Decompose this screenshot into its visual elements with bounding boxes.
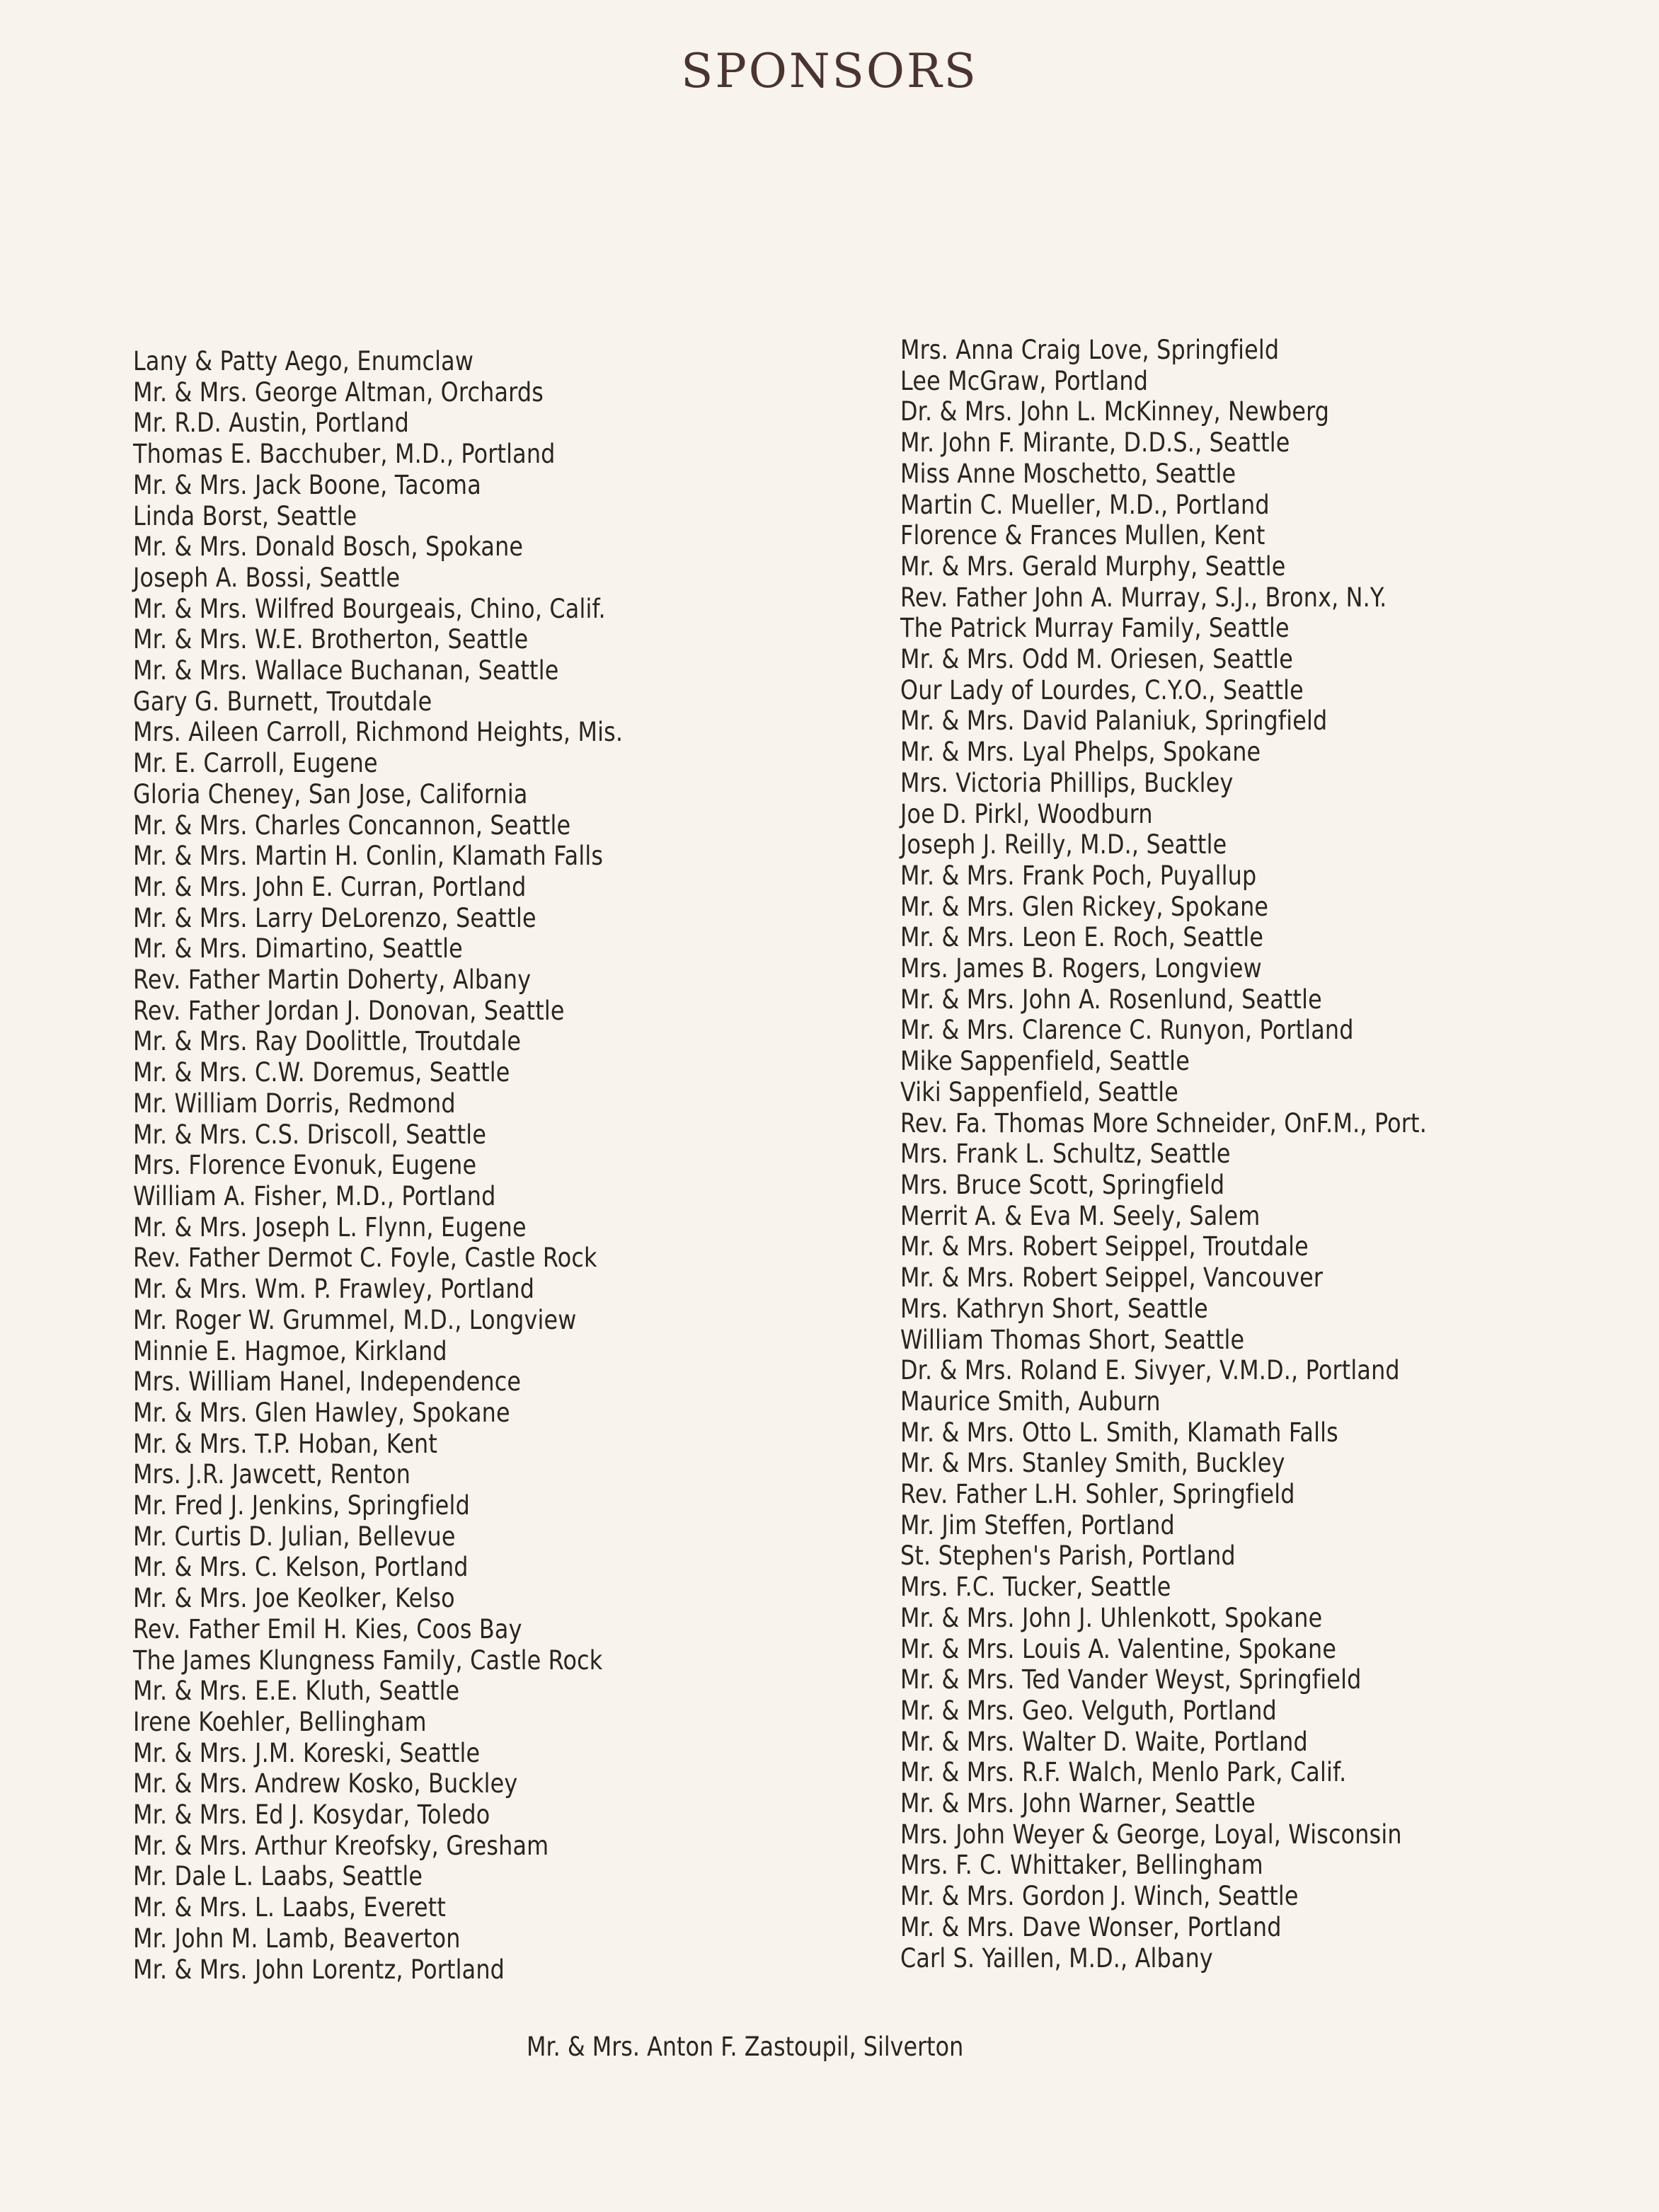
sponsor-entry: Mr. & Mrs. Leon E. Roch, Seattle <box>900 922 1264 953</box>
sponsor-entry: Mr. & Mrs. Ted Vander Weyst, Springfield <box>900 1664 1362 1695</box>
sponsor-entry: The James Klungness Family, Castle Rock <box>133 1644 603 1676</box>
sponsor-entry: Mr. & Mrs. Gerald Murphy, Seattle <box>900 551 1286 582</box>
sponsor-entry: Martin C. Mueller, M.D., Portland <box>900 489 1270 520</box>
sponsor-entry: Mr. & Mrs. Robert Seippel, Vancouver <box>900 1262 1324 1294</box>
sponsor-entry: Mr. & Mrs. Arthur Kreofsky, Gresham <box>133 1830 549 1861</box>
sponsor-entry: Mr. & Mrs. David Palaniuk, Springfield <box>900 705 1328 737</box>
sponsor-entry: Mr. & Mrs. Wm. P. Frawley, Portland <box>133 1274 535 1305</box>
sponsor-entry: Mr. & Mrs. Clarence C. Runyon, Portland <box>900 1015 1354 1046</box>
sponsor-footer-entry: Mr. & Mrs. Anton F. Zastoupil, Silverton <box>527 2032 964 2062</box>
sponsor-entry: Carl S. Yaillen, M.D., Albany <box>900 1942 1213 1974</box>
sponsor-entry: Minnie E. Hagmoe, Kirkland <box>133 1335 447 1366</box>
sponsor-entry: Joe D. Pirkl, Woodburn <box>900 798 1153 829</box>
sponsor-entry: Mr. & Mrs. Wilfred Bourgeais, Chino, Calif. <box>133 593 606 624</box>
sponsor-entry: Mr. & Mrs. Joseph L. Flynn, Eugene <box>133 1211 527 1243</box>
sponsor-entry: Mr. & Mrs. John E. Curran, Portland <box>133 871 527 902</box>
sponsor-entry: Florence & Frances Mullen, Kent <box>900 520 1265 551</box>
sponsor-entry: Mrs. Anna Craig Love, Springfield <box>900 335 1280 365</box>
sponsor-entry: Mr. & Mrs. Geo. Velguth, Portland <box>900 1695 1277 1726</box>
sponsor-entry: Mr. & Mrs. Robert Seippel, Troutdale <box>900 1231 1309 1262</box>
sponsor-entry: Mr. E. Carroll, Eugene <box>133 748 378 779</box>
sponsor-entry: Rev. Father Emil H. Kies, Coos Bay <box>133 1613 522 1644</box>
sponsor-entry: Thomas E. Bacchuber, M.D., Portland <box>133 439 556 470</box>
sponsor-entry: Mr. & Mrs. Larry DeLorenzo, Seattle <box>133 902 536 933</box>
sponsor-entry: Mrs. J.R. Jawcett, Renton <box>133 1459 411 1490</box>
sponsor-entry: Miss Anne Moschetto, Seattle <box>900 458 1236 489</box>
sponsor-entry: William Thomas Short, Seattle <box>900 1324 1245 1355</box>
sponsor-entry: Mr. & Mrs. Odd M. Oriesen, Seattle <box>900 644 1293 675</box>
sponsor-entry: Linda Borst, Seattle <box>133 500 357 531</box>
sponsor-entry: Gloria Cheney, San Jose, California <box>133 778 528 810</box>
sponsor-entry: Mr. & Mrs. C. Kelson, Portland <box>133 1552 469 1583</box>
sponsor-entry: Mr. & Mrs. W.E. Brotherton, Seattle <box>133 624 529 655</box>
sponsor-entry: Mr. & Mrs. Andrew Kosko, Buckley <box>133 1768 518 1799</box>
sponsor-entry: Gary G. Burnett, Troutdale <box>133 686 432 717</box>
sponsor-entry: Mr. & Mrs. Otto L. Smith, Klamath Falls <box>900 1417 1338 1448</box>
sponsor-entry: Irene Koehler, Bellingham <box>133 1706 427 1737</box>
sponsor-entry: Mrs. Bruce Scott, Springfield <box>900 1169 1225 1200</box>
sponsor-entry: Joseph A. Bossi, Seattle <box>133 562 401 593</box>
sponsor-entry: Mr. R.D. Austin, Portland <box>133 408 409 439</box>
sponsor-entry: Lee McGraw, Portland <box>900 365 1149 396</box>
sponsor-entry: Mr. & Mrs. Walter D. Waite, Portland <box>900 1726 1308 1757</box>
sponsor-entry: Mr. & Mrs. Frank Poch, Puyallup <box>900 860 1257 891</box>
sponsor-entry: Mr. & Mrs. John Warner, Seattle <box>900 1788 1256 1819</box>
sponsor-entry: Mr. Curtis D. Julian, Bellevue <box>133 1521 456 1552</box>
sponsor-entry: Mr. Fred J. Jenkins, Springfield <box>133 1490 470 1521</box>
sponsor-entry: Mr. & Mrs. Ed J. Kosydar, Toledo <box>133 1799 490 1831</box>
sponsor-entry: Mr. William Dorris, Redmond <box>133 1088 456 1119</box>
sponsor-entry: Rev. Father John A. Murray, S.J., Bronx, N.Y. <box>900 582 1387 613</box>
sponsor-entry: Mr. & Mrs. Lyal Phelps, Spokane <box>900 737 1261 768</box>
sponsor-list-right <box>900 335 1427 1974</box>
sponsor-entry: Mrs. William Hanel, Independence <box>133 1366 522 1398</box>
sponsor-entry: Dr. & Mrs. Roland E. Sivyer, V.M.D., Portland <box>900 1355 1400 1386</box>
sponsor-entry: Mr. & Mrs. C.S. Driscoll, Seattle <box>133 1119 487 1150</box>
sponsor-entry: Rev. Father Martin Doherty, Albany <box>133 964 532 996</box>
sponsor-entry: Mr. & Mrs. Joe Keolker, Kelso <box>133 1583 455 1614</box>
sponsor-entry: Rev. Father Jordan J. Donovan, Seattle <box>133 995 565 1026</box>
page-title: SPONSORS <box>681 44 978 98</box>
sponsor-entry: Mr. & Mrs. Charles Concannon, Seattle <box>133 810 571 841</box>
sponsor-entry: Mr. & Mrs. Donald Bosch, Spokane <box>133 531 524 563</box>
sponsor-entry: The Patrick Murray Family, Seattle <box>900 613 1290 644</box>
sponsor-entry: Mrs. Aileen Carroll, Richmond Heights, Mis. <box>133 717 624 748</box>
sponsor-entry: Mr. & Mrs. C.W. Doremus, Seattle <box>133 1057 510 1088</box>
sponsor-entry: Mr. John M. Lamb, Beaverton <box>133 1923 461 1954</box>
sponsor-entry: Mr. & Mrs. Glen Hawley, Spokane <box>133 1397 510 1428</box>
sponsor-entry: Mr. & Mrs. J.M. Koreski, Seattle <box>133 1737 481 1768</box>
sponsor-entry: Rev. Father Dermot C. Foyle, Castle Rock <box>133 1243 597 1274</box>
sponsor-entry: Mr. & Mrs. E.E. Kluth, Seattle <box>133 1676 460 1707</box>
sponsor-entry: Mrs. John Weyer & George, Loyal, Wisconsin <box>900 1819 1402 1850</box>
sponsor-entry: Maurice Smith, Auburn <box>900 1386 1161 1417</box>
sponsor-entry: Mrs. James B. Rogers, Longview <box>900 953 1262 984</box>
sponsor-entry: Mrs. Florence Evonuk, Eugene <box>133 1150 477 1181</box>
sponsor-entry: Mr. & Mrs. Jack Boone, Tacoma <box>133 469 481 500</box>
sponsor-entry: Rev. Father L.H. Sohler, Springfield <box>900 1479 1295 1510</box>
sponsor-entry: Mr. & Mrs. John Lorentz, Portland <box>133 1954 505 1985</box>
sponsor-entry: Mr. & Mrs. John J. Uhlenkott, Spokane <box>900 1602 1323 1633</box>
sponsor-entry: Mrs. Victoria Phillips, Buckley <box>900 767 1234 798</box>
sponsor-entry: Rev. Fa. Thomas More Schneider, OnF.M., Port. <box>900 1107 1428 1139</box>
sponsor-entry: Mrs. F.C. Tucker, Seattle <box>900 1572 1171 1603</box>
sponsor-entry: Joseph J. Reilly, M.D., Seattle <box>900 829 1227 860</box>
sponsor-entry: Mr. & Mrs. Wallace Buchanan, Seattle <box>133 655 559 686</box>
sponsor-entry: Mike Sappenfield, Seattle <box>900 1046 1190 1077</box>
sponsor-entry: Mr. & Mrs. Martin H. Conlin, Klamath Falls <box>133 841 604 872</box>
sponsor-entry: William A. Fisher, M.D., Portland <box>133 1180 496 1211</box>
sponsor-entry: Mr. & Mrs. L. Laabs, Everett <box>133 1892 447 1923</box>
sponsor-entry: Mr. & Mrs. Stanley Smith, Buckley <box>900 1448 1285 1479</box>
sponsor-entry: Mr. & Mrs. Dimartino, Seattle <box>133 933 463 964</box>
sponsor-entry: Mr. Jim Steffen, Portland <box>900 1509 1175 1540</box>
sponsor-entry: Mr. Roger W. Grummel, M.D., Longview <box>133 1304 577 1335</box>
sponsor-list-left <box>133 346 623 1985</box>
sponsor-entry: Mr. & Mrs. Glen Rickey, Spokane <box>900 891 1269 922</box>
sponsor-entry: Mr. & Mrs. Dave Wonser, Portland <box>900 1911 1282 1942</box>
sponsor-entry: St. Stephen's Parish, Portland <box>900 1540 1236 1572</box>
sponsor-entry: Mr. Dale L. Laabs, Seattle <box>133 1861 423 1892</box>
sponsor-entry: Mrs. Kathryn Short, Seattle <box>900 1293 1208 1324</box>
sponsor-entry: Dr. & Mrs. John L. McKinney, Newberg <box>900 396 1330 427</box>
sponsor-entry: Mr. John F. Mirante, D.D.S., Seattle <box>900 427 1290 459</box>
sponsor-entry: Mrs. F. C. Whittaker, Bellingham <box>900 1850 1263 1881</box>
sponsor-entry: Merrit A. & Eva M. Seely, Salem <box>900 1200 1261 1231</box>
sponsor-entry: Viki Sappenfield, Seattle <box>900 1076 1178 1107</box>
sponsor-entry: Mr. & Mrs. Louis A. Valentine, Spokane <box>900 1633 1337 1664</box>
sponsor-entry: Mrs. Frank L. Schultz, Seattle <box>900 1139 1231 1170</box>
sponsor-entry: Mr. & Mrs. Gordon J. Winch, Seattle <box>900 1881 1299 1912</box>
sponsor-entry: Lany & Patty Aego, Enumclaw <box>133 346 474 376</box>
sponsor-entry: Mr. & Mrs. George Altman, Orchards <box>133 376 544 408</box>
sponsor-entry: Mr. & Mrs. Ray Doolittle, Troutdale <box>133 1026 522 1057</box>
sponsor-entry: Mr. & Mrs. John A. Rosenlund, Seattle <box>900 984 1322 1015</box>
sponsor-entry: Our Lady of Lourdes, C.Y.O., Seattle <box>900 674 1304 705</box>
sponsor-entry: Mr. & Mrs. T.P. Hoban, Kent <box>133 1428 437 1459</box>
sponsor-entry: Mr. & Mrs. R.F. Walch, Menlo Park, Calif. <box>900 1757 1347 1788</box>
